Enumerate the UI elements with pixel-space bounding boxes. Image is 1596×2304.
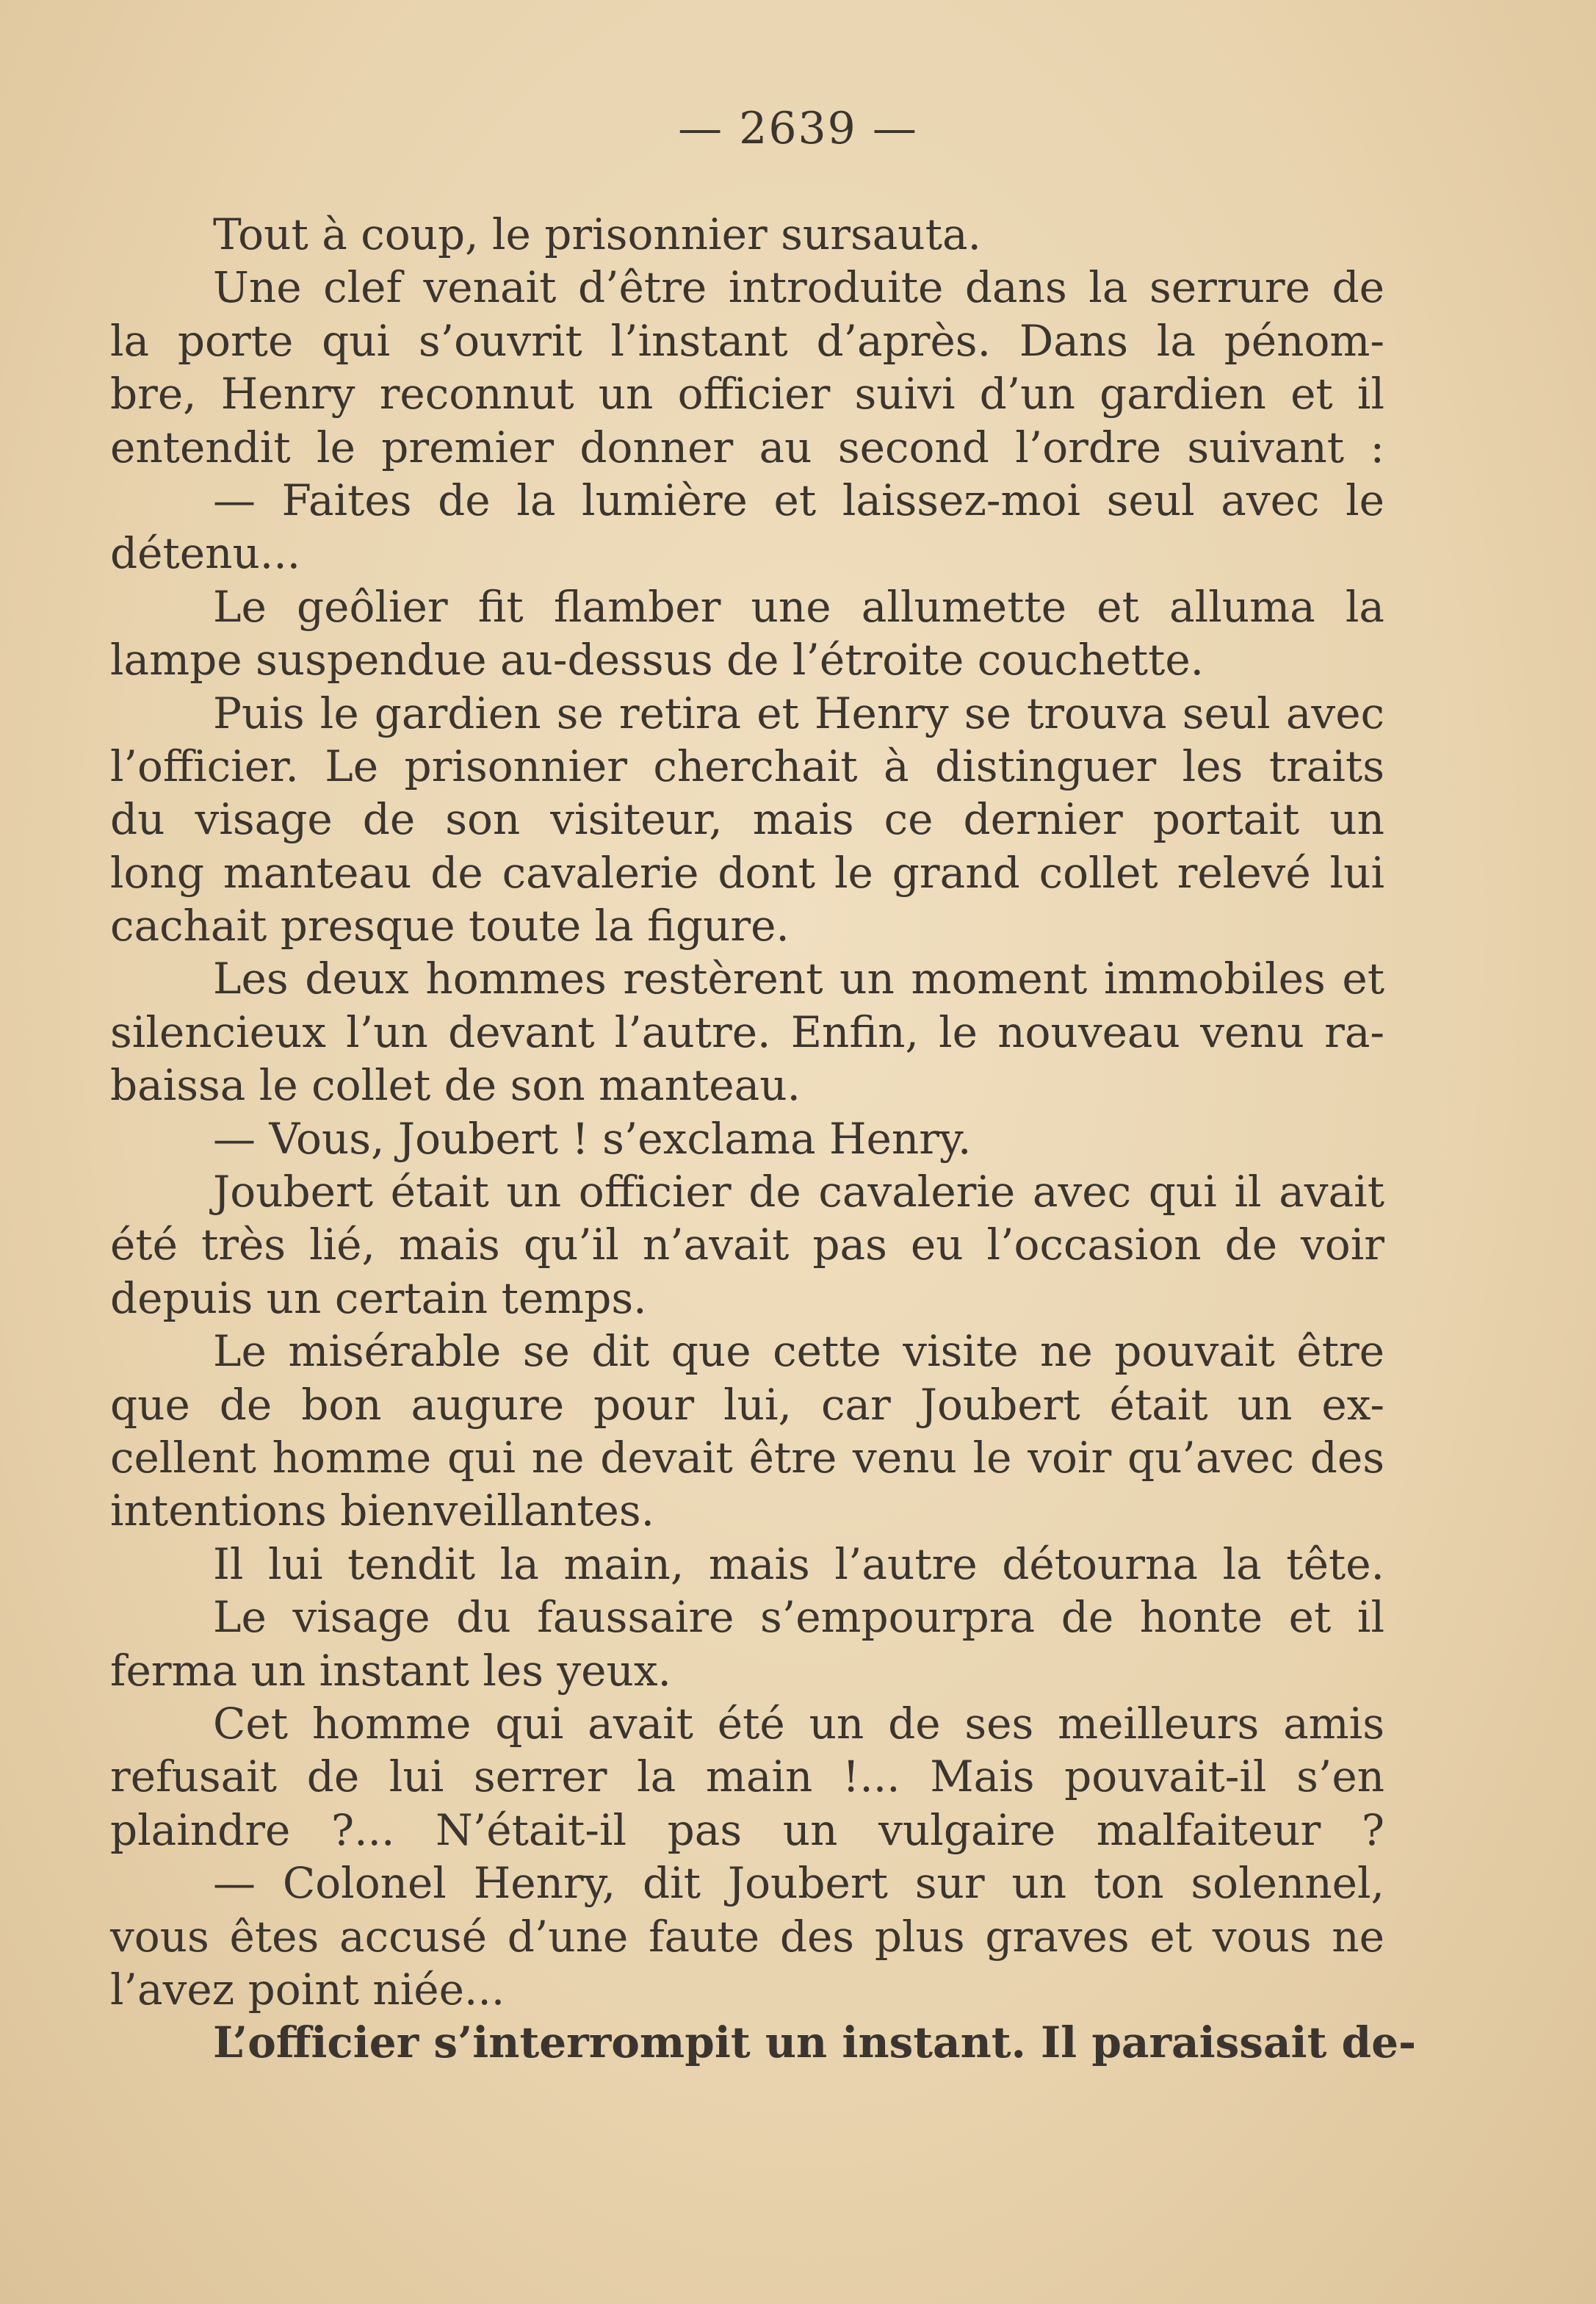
- text-line: cellent homme qui ne devait être venu le voir qu’avec des: [110, 1432, 1384, 1483]
- text-line: que de bon augure pour lui, car Joubert était un ex-: [110, 1379, 1384, 1430]
- text-line: ferma un instant les yeux.: [110, 1645, 671, 1696]
- text-line: long manteau de cavalerie dont le grand collet relevé lui: [110, 847, 1384, 898]
- text-line: Les deux hommes restèrent un moment immobiles et: [213, 954, 1384, 1004]
- text-line: détenu...: [110, 528, 301, 579]
- text-line: cachait presque toute la figure.: [110, 901, 790, 951]
- text-line: — Vous, Joubert ! s’exclama Henry.: [213, 1113, 972, 1164]
- text-line: Puis le gardien se retira et Henry se trouva seul avec: [213, 688, 1384, 738]
- text-line: L’officier s’interrompit un instant. Il paraissait de-: [213, 2017, 1417, 2068]
- text-line: Cet homme qui avait été un de ses meilleurs amis: [213, 1698, 1384, 1749]
- text-line: — Colonel Henry, dit Joubert sur un ton solennel,: [213, 1858, 1384, 1909]
- text-line: vous êtes accusé d’une faute des plus graves et vous ne: [110, 1911, 1384, 1962]
- page-number: — 2639 —: [678, 103, 918, 154]
- text-line: été très lié, mais qu’il n’avait pas eu l’occasion de voir: [110, 1220, 1384, 1270]
- text-line: Le misérable se dit que cette visite ne pouvait être: [213, 1326, 1384, 1377]
- text-line: intentions bienveillantes.: [110, 1486, 655, 1536]
- text-line: refusait de lui serrer la main !... Mais pouvait-il s’en: [110, 1752, 1384, 1802]
- text-line: — Faites de la lumière et laissez-moi seul avec le: [213, 475, 1384, 525]
- text-line: l’officier. Le prisonnier cherchait à distinguer les traits: [110, 741, 1384, 791]
- body-text: [110, 208, 1417, 2070]
- text-line: plaindre ?... N’était-il pas un vulgaire malfaiteur ?: [110, 1804, 1384, 1855]
- text-line: Une clef venait d’être introduite dans la serrure de: [213, 262, 1384, 313]
- text-line: du visage de son visiteur, mais ce dernier portait un: [110, 794, 1384, 845]
- text-line: lampe suspendue au-dessus de l’étroite couchette.: [110, 635, 1205, 685]
- text-line: la porte qui s’ouvrit l’instant d’après. Dans la pénom-: [110, 315, 1384, 366]
- text-line: Il lui tendit la main, mais l’autre détourna la tête.: [213, 1538, 1384, 1589]
- text-line: baissa le collet de son manteau.: [110, 1060, 801, 1111]
- text-line: silencieux l’un devant l’autre. Enfin, le nouveau venu ra-: [110, 1007, 1384, 1057]
- text-line: depuis un certain temps.: [110, 1272, 647, 1323]
- text-line: entendit le premier donner au second l’ordre suivant :: [110, 422, 1384, 472]
- text-line: bre, Henry reconnut un officier suivi d’un gardien et il: [110, 369, 1384, 420]
- text-line: Joubert était un officier de cavalerie avec qui il avait: [213, 1167, 1384, 1217]
- text-line: l’avez point niée...: [110, 1964, 505, 2015]
- text-line: Le geôlier fit flamber une allumette et alluma la: [213, 581, 1384, 632]
- text-line: Tout à coup, le prisonnier sursauta.: [213, 209, 981, 259]
- text-line: Le visage du faussaire s’empourpra de honte et il: [213, 1592, 1384, 1643]
